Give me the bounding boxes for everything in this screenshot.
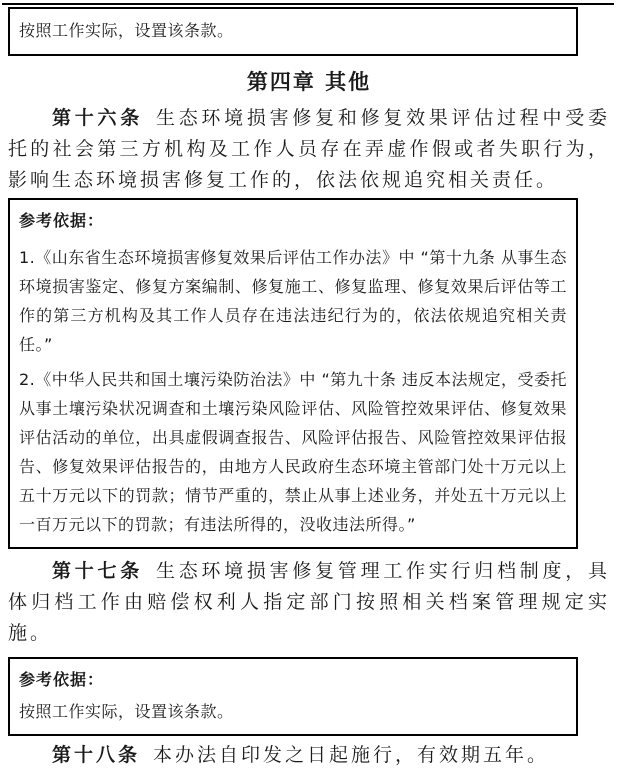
article-16-text: 生态环境损害修复和修复效果评估过程中受委托的社会第三方机构及工作人员存在弄虚作假或者失职行为，影响生态环境损害修复工作的，依法依规追究相关责任。 bbox=[8, 107, 610, 191]
reference-box-1-item-1: 1.《山东省生态环境损害修复效果后评估工作办法》中 “第十九条 从事生态环境损害鉴定、修复方案编制、修复施工、修复监理、修复效果后评估等工作的第三方机构及其工作人员存在违法违纪行为的，依法依规追究相关责任。” bbox=[19, 248, 567, 354]
article-18-text: 本办法自印发之日起施行，有效期五年。 bbox=[153, 744, 550, 766]
article-17-paragraph bbox=[8, 556, 610, 649]
reference-box-1-item-2: 2.《中华人民共和国土壤污染防治法》中 “第九十条 违反本法规定，受委托从事土壤污染状况调查和土壤污染风险评估、风险管控效果评估、修复效果评估活动的单位，出具虚假调查报告、风险评估报告、风险管控效果评估报告、修复效果评估报告的，由地方人民政府生态环境主管部门处十万元以上五十万元以下的罚款；情节严重的，禁止从事上述业务，并处五十万元以上一百万元以下的罚款；有违法所得的，没收违法所得。” bbox=[19, 370, 567, 534]
article-18-paragraph bbox=[8, 740, 610, 771]
page-top-rule bbox=[2, 3, 614, 5]
reference-box-2-header: 参考依据： bbox=[19, 670, 105, 689]
article-17-label: 第十七条 bbox=[52, 560, 143, 582]
article-17-text: 生态环境损害修复管理工作实行归档制度，具体归档工作由赔偿权利人指定部门按照相关档案管理规定实施。 bbox=[8, 560, 610, 644]
chapter-heading: 第四章 其他 bbox=[246, 70, 372, 94]
top-note-text: 按照工作实际，设置该条款。 bbox=[19, 21, 234, 40]
article-16-paragraph bbox=[8, 103, 610, 196]
reference-box-1-header: 参考依据： bbox=[19, 211, 105, 230]
article-18-label: 第十八条 bbox=[52, 744, 141, 766]
document-page bbox=[0, 3, 618, 766]
reference-box-2-text: 按照工作实际，设置该条款。 bbox=[19, 702, 234, 721]
top-note-box bbox=[8, 7, 578, 56]
reference-box-1 bbox=[8, 198, 578, 549]
article-16-label: 第十六条 bbox=[52, 107, 143, 129]
reference-box-2 bbox=[8, 657, 578, 736]
